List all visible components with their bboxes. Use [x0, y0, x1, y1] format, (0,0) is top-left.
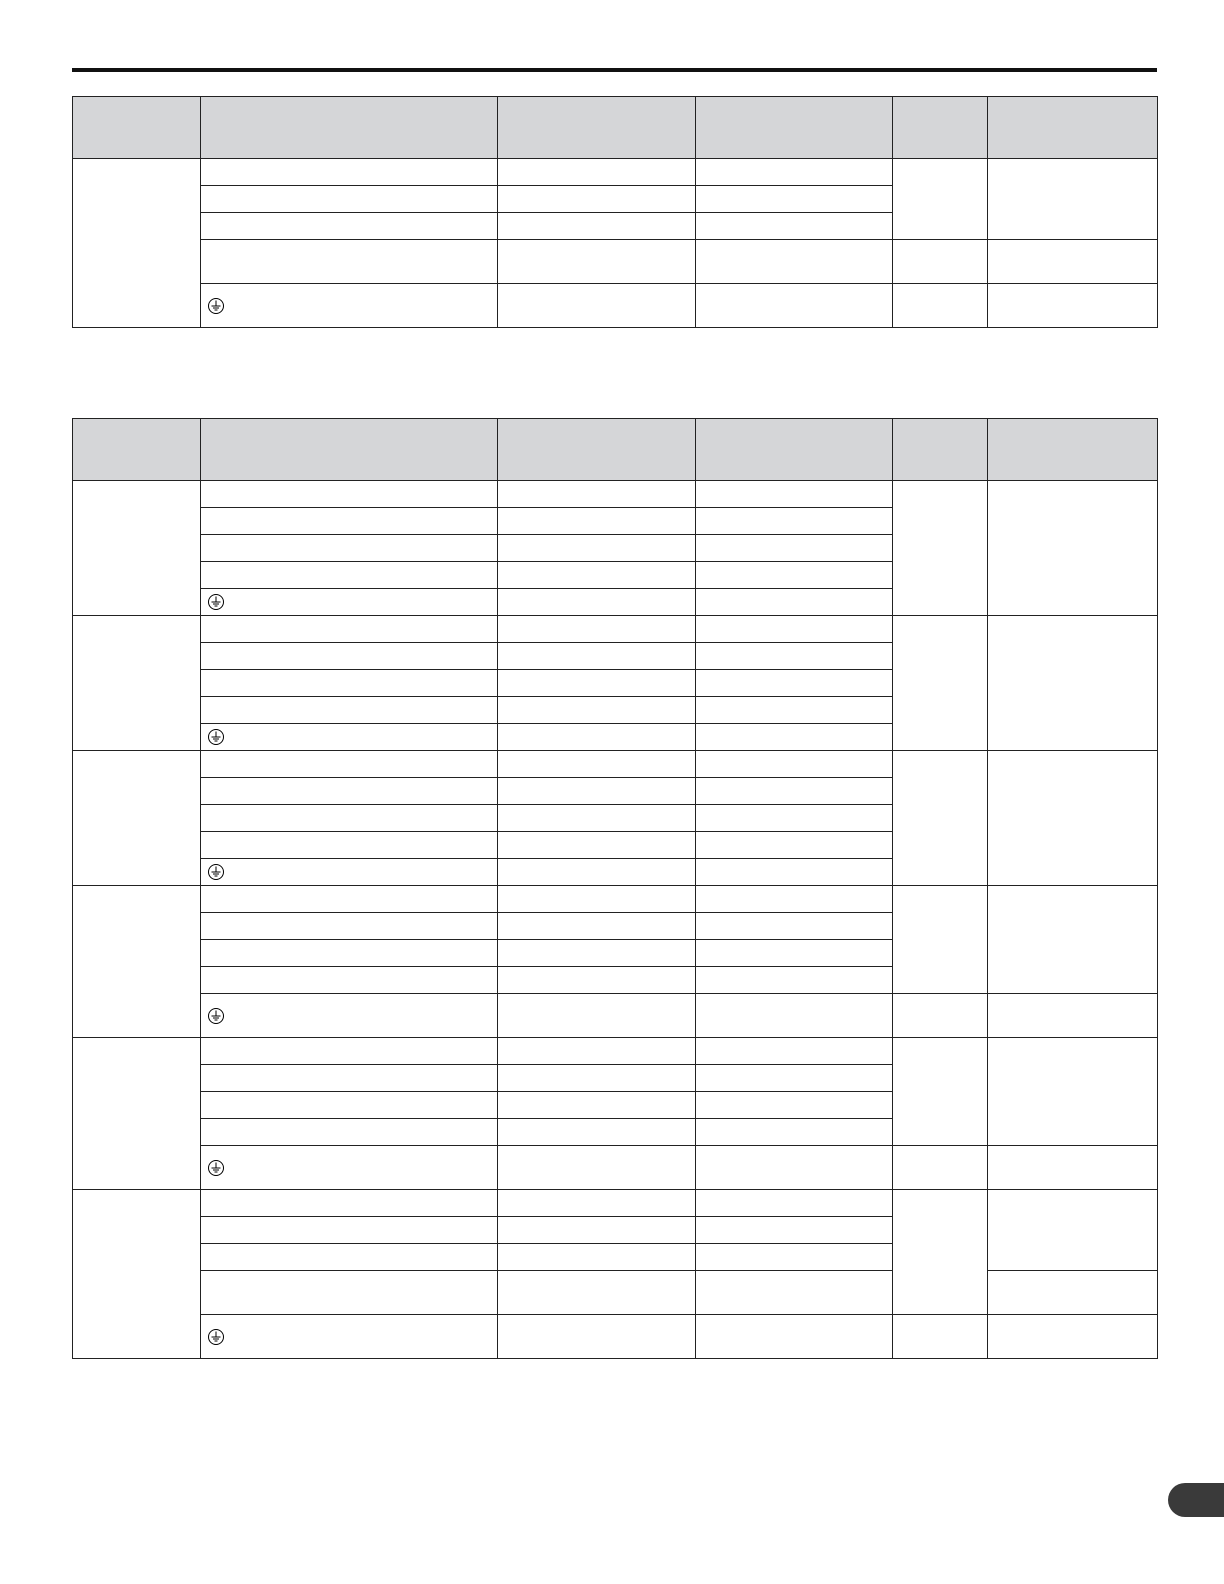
- ground-terminal-cell: [201, 859, 498, 886]
- screw-size-cell: [498, 159, 696, 186]
- model-cell: [73, 1038, 201, 1190]
- wire-size-cell: [988, 616, 1158, 751]
- table-row: [73, 1315, 1158, 1359]
- spec-table-1: [72, 96, 1158, 328]
- header-cell: [73, 419, 201, 481]
- header-cell: [498, 419, 696, 481]
- table-row: [73, 159, 1158, 186]
- ground-symbol-icon: [207, 1328, 225, 1346]
- top-rule: [72, 68, 1157, 72]
- wire-size-cell: [988, 1038, 1158, 1146]
- wire-size-cell: [988, 886, 1158, 994]
- header-cell: [988, 419, 1158, 481]
- page-tab-marker: [1168, 1483, 1224, 1517]
- ground-symbol-icon: [207, 728, 225, 746]
- table-header-row: [73, 419, 1158, 481]
- table-row: [73, 994, 1158, 1038]
- table-row: [73, 1271, 1158, 1315]
- wire-size-cell: [988, 751, 1158, 886]
- model-cell: [73, 886, 201, 1038]
- table-row: [73, 1146, 1158, 1190]
- ground-symbol-icon: [207, 1007, 225, 1025]
- header-cell: [893, 419, 988, 481]
- terminal-cell: [201, 159, 498, 186]
- ground-terminal-cell: [201, 994, 498, 1038]
- table-header-row: [73, 97, 1158, 159]
- model-cell: [73, 751, 201, 886]
- header-cell: [73, 97, 201, 159]
- wire-range-cell: [893, 1190, 988, 1315]
- torque-cell: [696, 159, 893, 186]
- wire-range-cell: [893, 159, 988, 240]
- wire-range-cell: [893, 886, 988, 994]
- ground-terminal-cell: [201, 284, 498, 328]
- table-row: [73, 1038, 1158, 1065]
- ground-terminal-cell: [201, 724, 498, 751]
- ground-terminal-cell: [201, 589, 498, 616]
- table-row: [73, 284, 1158, 328]
- header-cell: [696, 419, 893, 481]
- table-row: [73, 751, 1158, 778]
- header-cell: [201, 419, 498, 481]
- model-cell: [73, 159, 201, 328]
- table-row: [73, 481, 1158, 508]
- model-cell: [73, 1190, 201, 1359]
- ground-symbol-icon: [207, 863, 225, 881]
- wire-range-cell: [893, 751, 988, 886]
- table-row: [73, 240, 1158, 284]
- wire-size-cell: [988, 159, 1158, 240]
- header-cell: [988, 97, 1158, 159]
- model-cell: [73, 616, 201, 751]
- header-cell: [201, 97, 498, 159]
- table-row: [73, 1190, 1158, 1217]
- table-row: [73, 616, 1158, 643]
- wire-range-cell: [893, 1038, 988, 1146]
- ground-terminal-cell: [201, 1315, 498, 1359]
- ground-terminal-cell: [201, 1146, 498, 1190]
- wire-size-cell: [988, 481, 1158, 616]
- spec-table-2: [72, 418, 1158, 1359]
- model-cell: [73, 481, 201, 616]
- header-cell: [696, 97, 893, 159]
- table-row: [73, 886, 1158, 913]
- ground-symbol-icon: [207, 593, 225, 611]
- header-cell: [498, 97, 696, 159]
- ground-symbol-icon: [207, 1159, 225, 1177]
- wire-size-cell: [988, 1190, 1158, 1271]
- wire-range-cell: [893, 481, 988, 616]
- ground-symbol-icon: [207, 297, 225, 315]
- header-cell: [893, 97, 988, 159]
- wire-range-cell: [893, 616, 988, 751]
